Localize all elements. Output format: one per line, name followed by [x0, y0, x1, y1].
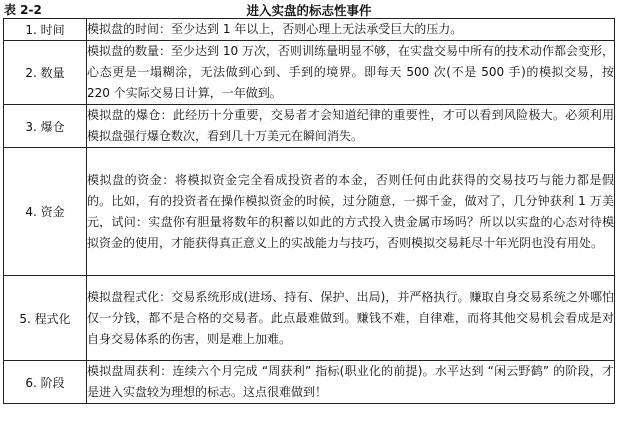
table-row — [4, 361, 615, 404]
row-key: 5. 程式化 — [4, 276, 87, 361]
row-key: 4. 资金 — [4, 148, 87, 276]
table-row — [4, 19, 615, 41]
table-title: 进入实盘的标志性事件 — [246, 3, 372, 18]
row-key: 3. 爆仓 — [4, 105, 87, 148]
table-row — [4, 148, 615, 276]
row-value: 模拟盘周获利：连续六个月完成 “周获利” 指标(职业化的前提)。水平达到 “闲云野鹤” 的阶段，才是进入实盘较为理想的标志。这点很难做到！ — [87, 361, 615, 404]
row-value: 模拟盘程式化：交易系统形成(进场、持有、保护、出局)，并严格执行。赚取自身交易系统之外哪怕仅一分钱，都不是合格的交易者。此点最难做到。赚钱不难，自律难，而将其他交易机会看成是对自身交易体系的伤害，则是难上加难。 — [87, 276, 615, 361]
row-value: 模拟盘的资金：将模拟资金完全看成投资者的本金，否则任何由此获得的交易技巧与能力都是假的。比如，有的投资者在操作模拟资金的时候，过分随意，一掷千金，做对了，几分钟获利 1 万美元，试问：实盘你有胆量将数年的积蓄以如此的方式投入贵金属市场吗？所以以实盘的心态对待模拟资金的使用，才能获得真正意义上的实战能力与技巧，否则模拟交易耗尽十年光阴也没有用处。 — [87, 148, 615, 276]
row-value: 模拟盘的数量：至少达到 10 万次，否则训练量明显不够，在实盘交易中所有的技术动作都会变形，心态更是一塌糊涂，无法做到心到、手到的境界。即每天 500 次(不是 500 手)的模拟交易，按 220 个实际交易日计算，一年做到。 — [87, 41, 615, 105]
row-key: 1. 时间 — [4, 19, 87, 41]
table-row — [4, 276, 615, 361]
row-key: 2. 数量 — [4, 41, 87, 105]
row-value: 模拟盘的爆仓：此经历十分重要，交易者才会知道纪律的重要性，才可以看到风险极大。必须利用模拟盘强行爆仓数次，看到几十万美元在瞬间消失。 — [87, 105, 615, 148]
table-row — [4, 41, 615, 105]
table-row — [4, 105, 615, 148]
table-caption — [0, 0, 618, 18]
table-number: 表 2-2 — [4, 3, 42, 17]
row-value: 模拟盘的时间：至少达到 1 年以上，否则心理上无法承受巨大的压力。 — [87, 19, 615, 41]
row-key: 6. 阶段 — [4, 361, 87, 404]
events-table — [3, 18, 615, 404]
